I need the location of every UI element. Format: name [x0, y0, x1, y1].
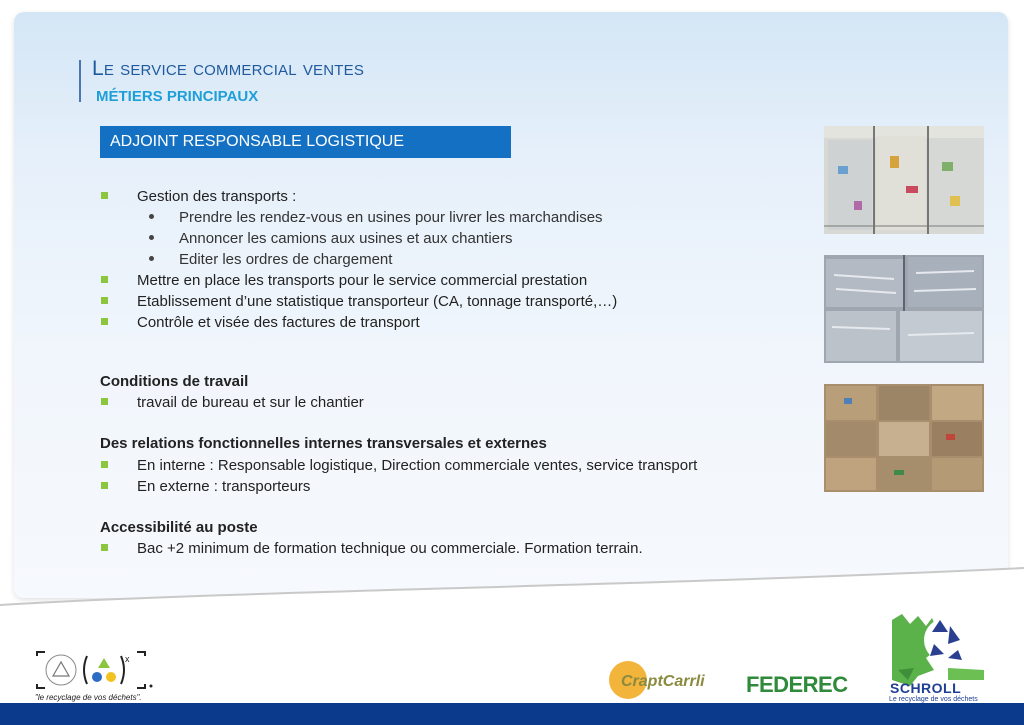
title-accent-bar: [79, 60, 81, 102]
schroll-recycle-logo: [888, 610, 992, 688]
footer-bar: [0, 703, 1024, 725]
federec-logo: FEDEREC: [746, 672, 848, 697]
access-item: Bac +2 minimum de formation technique ou commerciale. Formation terrain.: [137, 540, 643, 557]
conditions-heading: Conditions de travail: [100, 373, 249, 390]
bullet-square-icon: [101, 276, 108, 283]
craptcarrli-logo: CraptCarrli: [621, 673, 705, 690]
access-heading: Accessibilité au poste: [100, 519, 258, 536]
role-banner: ADJOINT RESPONSABLE LOGISTIQUE: [100, 126, 511, 158]
relations-heading: Des relations fonctionnelles internes transversales et externes: [100, 435, 547, 452]
cardboard-bales-photo: [824, 384, 984, 492]
task-item: Mettre en place les transports pour le service commercial prestation: [137, 272, 588, 289]
schroll-logo-name: SCHROLL: [890, 680, 962, 696]
bullet-dot-icon: [149, 235, 154, 240]
bullet-square-icon: [101, 192, 108, 199]
transport-subitem: Editer les ordres de chargement: [179, 251, 393, 268]
conditions-item: travail de bureau et sur le chantier: [137, 394, 364, 411]
transport-subitem: Annoncer les camions aux usines et aux chantiers: [179, 230, 513, 247]
schroll-logo-tagline: Le recyclage de vos déchets: [889, 696, 978, 703]
bottom-swoosh: [0, 560, 1024, 620]
bullet-square-icon: [101, 482, 108, 489]
bullet-dot-icon: [149, 214, 154, 219]
svg-text:x: x: [125, 654, 130, 664]
bullet-square-icon: [101, 544, 108, 551]
bullet-square-icon: [101, 461, 108, 468]
bullet-dot-icon: [149, 256, 154, 261]
relations-item: En interne : Responsable logistique, Direction commerciale ventes, service transport: [137, 457, 698, 474]
bullet-square-icon: [101, 297, 108, 304]
page-subtitle: MÉTIERS PRINCIPAUX: [96, 88, 259, 105]
task-item: Etablissement d’une statistique transporteur (CA, tonnage transporté,…): [137, 293, 618, 310]
page-title: Le service commercial ventes: [92, 57, 365, 80]
left-logo-tagline: "le recyclage de vos déchets".: [35, 693, 142, 702]
recycled-paper-bales-photo: [824, 126, 984, 234]
task-item: Contrôle et visée des factures de transport: [137, 314, 420, 331]
relations-item: En externe : transporteurs: [137, 478, 311, 495]
transport-subitem: Prendre les rendez-vous en usines pour livrer les marchandises: [179, 209, 603, 226]
bullet-square-icon: [101, 318, 108, 325]
bullet-square-icon: [101, 398, 108, 405]
task-transport-heading: Gestion des transports :: [137, 188, 297, 205]
compressed-bales-photo: [824, 255, 984, 363]
